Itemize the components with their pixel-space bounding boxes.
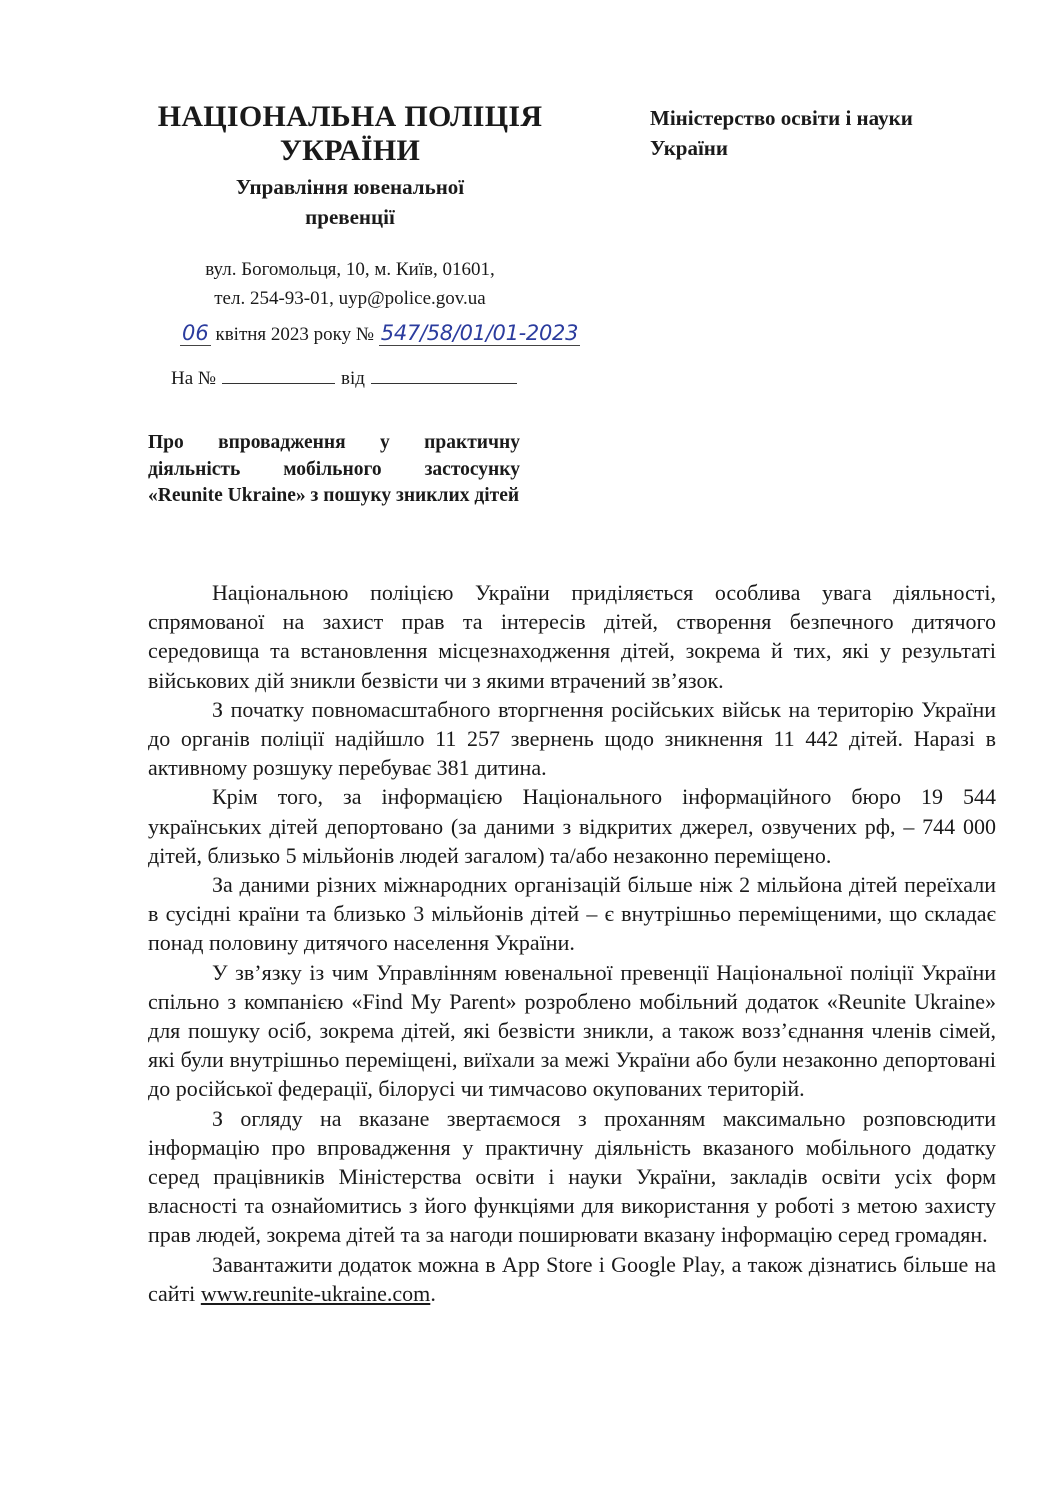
- registration-line: [180, 321, 580, 349]
- letter-body: [148, 578, 996, 1308]
- recipient-line1: Міністерство освіти і науки: [650, 106, 913, 130]
- body-paragraph: З огляду на вказане звертаємося з проханням максимально розповсюдити інформацію про впровадження у практичну діяльність вказаного мобільного додатку серед працівників Міністерства освіти і науки України, закладів освіти усіх форм власності та ознайомитись з його функціями для використання у роботі з метою захисту прав людей, зокрема дітей та за нагоди поширювати вказану інформацію серед громадян.: [148, 1105, 996, 1248]
- sender-block: [140, 100, 560, 313]
- download-end: .: [430, 1280, 436, 1306]
- body-paragraph: У зв’язку із чим Управлінням ювенальної превенції Національної поліції України спільно з компанією «Find My Parent» розроблено мобільний додаток «Reunite Ukraine» для пошуку осіб, зокрема дітей, які безвісти зникли, а також возз’єднання членів сімей, які були внутрішньо переміщені, виїхали за межі України або були незаконно депортовані до російської федерації, білорусі чи тимчасово окупованих територій.: [148, 959, 996, 1102]
- body-paragraph-download: [148, 1250, 996, 1308]
- sender-org-line2: УКРАЇНИ: [279, 134, 421, 167]
- sender-address-line1: вул. Богомольця, 10, м. Київ, 01601,: [205, 259, 495, 280]
- handwritten-registration-number: 547/58/01/01-2023: [380, 321, 579, 345]
- registration-date-text: квітня 2023 року №: [215, 324, 375, 345]
- reference-line: [171, 366, 517, 392]
- website-link[interactable]: www.reunite-ukraine.com: [200, 1280, 431, 1306]
- body-paragraph: Національною поліцією України приділяється особлива увага діяльності, спрямованої на захист прав та інтересів дітей, створення безпечного дитячого середовища та встановлення місцезнаходження дітей, зокрема й тих, які у результаті військових дій зникли безвісти чи з якими втрачений зв’язок.: [148, 580, 996, 693]
- reference-date-blank: [371, 367, 517, 384]
- sender-department: [140, 172, 560, 232]
- handwritten-day: 06: [182, 321, 209, 345]
- download-text: Завантажити додаток можна в App Store і Google Play, а також дізнатись більше на сайті: [148, 1251, 996, 1306]
- recipient-block: [650, 103, 990, 163]
- body-paragraph: З початку повномасштабного вторгнення російських військ на територію України до органів поліції надійшло 11 257 звернень щодо зникнення 11 442 дітей. Наразі в активному розшуку перебуває 381 дитина.: [148, 696, 996, 781]
- reference-number-label: На №: [171, 368, 217, 389]
- letter-subject: Про впровадження у практичну діяльність мобільного застосунку «Reunite Ukraine» з пошуку зниклих дітей: [148, 432, 520, 506]
- sender-organization: [140, 100, 560, 168]
- reference-number-blank: [222, 367, 335, 384]
- sender-dept-line2: превенції: [305, 205, 395, 229]
- sender-address-line2: тел. 254-93-01, uyp@police.gov.ua: [214, 288, 486, 309]
- sender-dept-line1: Управління ювенальної: [235, 175, 465, 199]
- sender-address: [140, 255, 560, 313]
- recipient-line2: України: [650, 136, 729, 160]
- reference-date-label: від: [341, 368, 365, 389]
- body-paragraph: Крім того, за інформацією Національного інформаційного бюро 19 544 українських дітей депортовано (за даними з відкритих джерел, озвучених рф, – 744 000 дітей, близько 5 мільйонів людей загалом) та/або незаконно переміщено.: [148, 784, 996, 868]
- sender-org-line1: НАЦІОНАЛЬНА ПОЛІЦІЯ: [157, 100, 543, 133]
- body-paragraph: За даними різних міжнародних організацій більше ніж 2 мільйона дітей переїхали в сусідні країни та близько 3 мільйонів дітей – є внутрішньо переміщеними, що складає понад половину дитячого населення України.: [148, 872, 996, 956]
